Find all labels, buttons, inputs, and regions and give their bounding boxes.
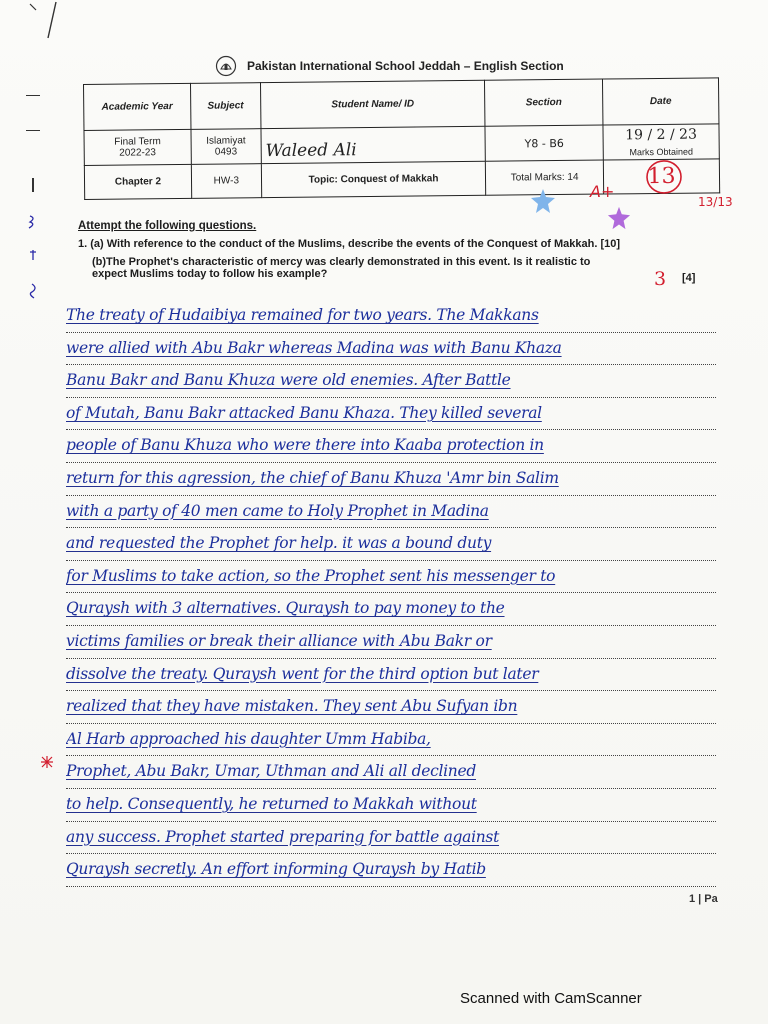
- section-cell: [485, 125, 603, 161]
- score-value: 13: [647, 163, 676, 190]
- answer-line: Quraysh with 3 alternatives. Quraysh to pay money to the: [66, 593, 716, 626]
- question-1b-marks: [4]: [682, 272, 696, 284]
- answer-line: and requested the Prophet for help. it was a bound duty: [66, 528, 716, 561]
- scanner-watermark: Scanned with CamScanner: [460, 990, 642, 1007]
- term-cell: [84, 129, 191, 165]
- hw-cell: HW-3: [191, 164, 261, 199]
- subject-header: Subject: [190, 83, 261, 130]
- corner-scribble-icon: [18, 0, 78, 40]
- info-table: [83, 77, 720, 200]
- student-name: Waleed Ali: [265, 140, 357, 162]
- answer-line: Banu Bakr and Banu Khuza were old enemies. After Battle: [66, 365, 716, 398]
- date-cell: [603, 124, 719, 160]
- answer-line: The treaty of Hudaibiya remained for two years. The Makkans: [66, 300, 716, 333]
- chapter-cell: Chapter 2: [84, 164, 191, 199]
- subject-label: Islamiyat: [206, 135, 246, 147]
- answer-line: any success. Prophet started preparing for battle against: [66, 822, 716, 855]
- grade-a-plus: A+: [590, 182, 615, 201]
- total-marks-cell: Total Marks: 14: [486, 160, 604, 195]
- question-1b: [78, 256, 718, 290]
- academic-year-header: Academic Year: [84, 83, 191, 130]
- answer-line: dissolve the treaty. Quraysh went for the third option but later: [66, 659, 716, 692]
- date-header: Date: [602, 78, 718, 125]
- answer-line: Prophet, Abu Bakr, Umar, Uthman and Ali all declined: [66, 756, 716, 789]
- question-1b-score: 3: [654, 268, 667, 290]
- school-logo-icon: [215, 55, 237, 77]
- subject-cell: [191, 129, 261, 165]
- margin-doodle-icon: [24, 212, 44, 302]
- page-number: 1 | Pa: [689, 893, 718, 905]
- date-value: 19 / 2 / 23: [625, 126, 698, 144]
- answer-line: Quraysh secretly. An effort informing Quraysh by Hatib: [66, 854, 716, 887]
- margin-tick: [26, 95, 40, 96]
- student-name-header: Student Name/ ID: [260, 80, 485, 128]
- answer-line: to help. Consequently, he returned to Makkah without: [66, 789, 716, 822]
- question-1b-line2: expect Muslims today to follow his example?: [92, 268, 328, 280]
- score-circle-icon: [644, 158, 684, 196]
- subject-code: 0493: [214, 146, 238, 158]
- answer-line: for Muslims to take action, so the Prophet sent his messenger to: [66, 561, 716, 594]
- answer-line: victims families or break their alliance with Abu Bakr or: [66, 626, 716, 659]
- topic-cell: Topic: Conquest of Makkah: [261, 161, 486, 197]
- blue-star-sticker-icon: [530, 188, 556, 214]
- school-header: [215, 54, 635, 78]
- margin-tick: [32, 178, 34, 192]
- marks-obtained-label: Marks Obtained: [629, 146, 694, 158]
- instructions: [78, 220, 718, 290]
- answer-line: of Mutah, Banu Bakr attacked Banu Khaza. They killed several: [66, 398, 716, 431]
- question-1a: 1. (a) With reference to the conduct of the Muslims, describe the events of the Conquest of Makkah. [10]: [78, 238, 621, 250]
- margin-star-icon: [40, 755, 54, 769]
- question-1b-line1: (b)The Prophet's characteristic of mercy was clearly demonstrated in this event. Is it realistic to: [92, 256, 591, 268]
- score-cell: [603, 159, 719, 194]
- answer-line: return for this agression, the chief of Banu Khuza 'Amr bin Salim: [66, 463, 716, 496]
- school-name: Pakistan International School Jeddah – English Section: [247, 59, 564, 73]
- section-value: Y8 - B6: [524, 136, 564, 150]
- student-name-cell: [261, 126, 486, 163]
- answer-line: were allied with Abu Bakr whereas Madina was with Banu Khaza: [66, 333, 716, 366]
- grade-fraction: 13/13: [698, 195, 733, 209]
- handwritten-answer: [66, 300, 716, 887]
- answer-line: with a party of 40 men came to Holy Prophet in Madina: [66, 496, 716, 529]
- answer-line: realized that they have mistaken. They sent Abu Sufyan ibn: [66, 691, 716, 724]
- section-header: Section: [485, 79, 603, 126]
- margin-tick: [26, 130, 40, 131]
- answer-line: Al Harb approached his daughter Umm Habiba,: [66, 724, 716, 757]
- year-label: 2022-23: [119, 147, 157, 159]
- instructions-title: Attempt the following questions.: [78, 220, 257, 232]
- term-label: Final Term: [114, 136, 161, 148]
- answer-line: people of Banu Khuza who were there into Kaaba protection in: [66, 430, 716, 463]
